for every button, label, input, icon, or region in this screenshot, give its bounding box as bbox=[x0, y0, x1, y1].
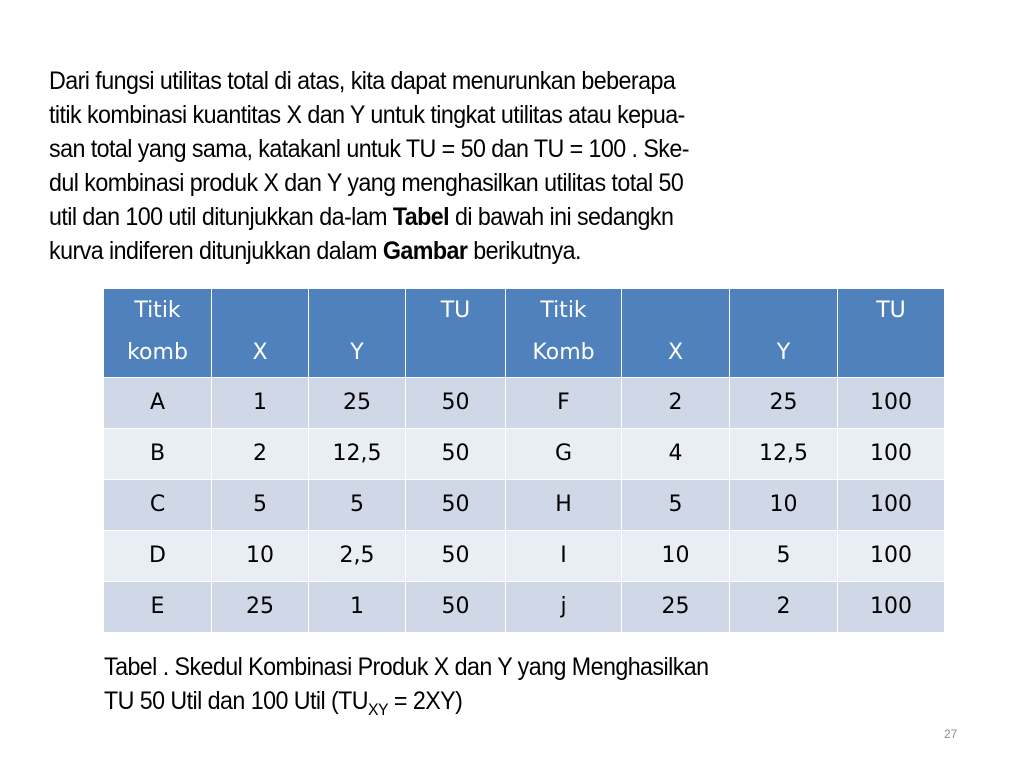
body-paragraph bbox=[49, 64, 933, 268]
caption-line: Tabel . Skedul Kombinasi Produk X dan Y yang Menghasilkan bbox=[104, 653, 709, 681]
bold-term-tabel: Tabel bbox=[392, 203, 450, 231]
table-header-row bbox=[104, 289, 945, 378]
header-label-bottom: Y bbox=[776, 340, 791, 365]
table-cell: 5 bbox=[622, 480, 730, 531]
table-cell: B bbox=[104, 429, 212, 480]
table-body bbox=[104, 378, 945, 633]
table-cell: 2 bbox=[730, 582, 838, 633]
paragraph-line: dul kombinasi produk X dan Y yang menghasilkan utilitas total 50 bbox=[49, 169, 684, 197]
table-cell: 25 bbox=[730, 378, 838, 429]
paragraph-line bbox=[49, 200, 933, 234]
paragraph-line: san total yang sama, katakanl untuk TU = 50 dan TU = 100 . Ske- bbox=[49, 135, 689, 163]
table-cell: 10 bbox=[622, 531, 730, 582]
header-label-bottom: Y bbox=[350, 340, 364, 365]
table-cell: 50 bbox=[406, 429, 506, 480]
paragraph-text: kurva indiferen ditunjukkan dalam bbox=[49, 237, 383, 265]
paragraph-text: di bawah ini sedangkn bbox=[449, 203, 674, 231]
table-cell: D bbox=[104, 531, 212, 582]
table-cell: 5 bbox=[309, 480, 406, 531]
table-cell: 10 bbox=[730, 480, 838, 531]
table-cell: F bbox=[506, 378, 622, 429]
table-cell: A bbox=[104, 378, 212, 429]
caption-line bbox=[104, 684, 997, 718]
table-cell: 2 bbox=[622, 378, 730, 429]
table-cell: 1 bbox=[309, 582, 406, 633]
table-header-cell bbox=[406, 289, 506, 378]
table-row bbox=[104, 480, 945, 531]
table-header-cell bbox=[622, 289, 730, 378]
table-header-cell bbox=[838, 289, 945, 378]
header-label-top: Titik bbox=[540, 298, 587, 323]
paragraph-text: berikutnya. bbox=[467, 237, 581, 265]
table-cell: 1 bbox=[212, 378, 309, 429]
header-label-bottom: X bbox=[252, 340, 268, 365]
header-label-top bbox=[309, 289, 405, 333]
table-cell: 50 bbox=[406, 480, 506, 531]
table-cell: 100 bbox=[838, 582, 945, 633]
table-cell: 50 bbox=[406, 582, 506, 633]
paragraph-line: Dari fungsi utilitas total di atas, kita dapat menurunkan beberapa bbox=[49, 67, 676, 95]
header-label-top: TU bbox=[876, 298, 906, 323]
table-cell: 5 bbox=[730, 531, 838, 582]
header-label-top bbox=[212, 289, 308, 333]
table-cell: C bbox=[104, 480, 212, 531]
table-cell: 100 bbox=[838, 480, 945, 531]
header-label-top bbox=[622, 289, 729, 333]
header-label-bottom bbox=[838, 333, 944, 377]
table-cell: G bbox=[506, 429, 622, 480]
table-cell: j bbox=[506, 582, 622, 633]
table-cell: 25 bbox=[309, 378, 406, 429]
paragraph-line bbox=[49, 234, 933, 268]
table-cell: I bbox=[506, 531, 622, 582]
table-cell: 25 bbox=[212, 582, 309, 633]
caption-subscript: XY bbox=[368, 700, 389, 719]
combination-table bbox=[103, 288, 945, 633]
table-cell: 2,5 bbox=[309, 531, 406, 582]
table-caption bbox=[104, 650, 997, 718]
table-cell: 100 bbox=[838, 429, 945, 480]
table-cell: 12,5 bbox=[309, 429, 406, 480]
table-cell: 2 bbox=[212, 429, 309, 480]
table-row bbox=[104, 429, 945, 480]
caption-text: TU 50 Util dan 100 Util (TU bbox=[104, 687, 369, 715]
table-cell: 50 bbox=[406, 378, 506, 429]
table-header-cell bbox=[506, 289, 622, 378]
table-row bbox=[104, 531, 945, 582]
table-cell: 100 bbox=[838, 531, 945, 582]
table-cell: 100 bbox=[838, 378, 945, 429]
header-label-bottom: komb bbox=[127, 340, 188, 365]
table-row bbox=[104, 378, 945, 429]
table-cell: E bbox=[104, 582, 212, 633]
table-header-cell bbox=[104, 289, 212, 378]
table-cell: 5 bbox=[212, 480, 309, 531]
table-header-cell bbox=[309, 289, 406, 378]
header-label-bottom: X bbox=[667, 340, 684, 365]
header-label-top: TU bbox=[440, 298, 471, 323]
table-cell: 50 bbox=[406, 531, 506, 582]
header-label-top: Titik bbox=[134, 298, 181, 323]
caption-text: = 2XY) bbox=[388, 687, 463, 715]
header-label-bottom: Komb bbox=[532, 340, 595, 365]
table-row bbox=[104, 582, 945, 633]
table-cell: 25 bbox=[622, 582, 730, 633]
table-header-cell bbox=[212, 289, 309, 378]
table-cell: H bbox=[506, 480, 622, 531]
paragraph-text: util dan 100 util ditunjukkan da-lam bbox=[49, 203, 393, 231]
page-number: 27 bbox=[944, 727, 958, 741]
paragraph-line: titik kombinasi kuantitas X dan Y untuk tingkat utilitas atau kepua- bbox=[49, 101, 685, 129]
table-cell: 10 bbox=[212, 531, 309, 582]
header-label-bottom bbox=[406, 333, 505, 377]
table-header-cell bbox=[730, 289, 838, 378]
table-cell: 12,5 bbox=[730, 429, 838, 480]
bold-term-gambar: Gambar bbox=[382, 237, 468, 265]
header-label-top bbox=[730, 289, 837, 333]
table-cell: 4 bbox=[622, 429, 730, 480]
